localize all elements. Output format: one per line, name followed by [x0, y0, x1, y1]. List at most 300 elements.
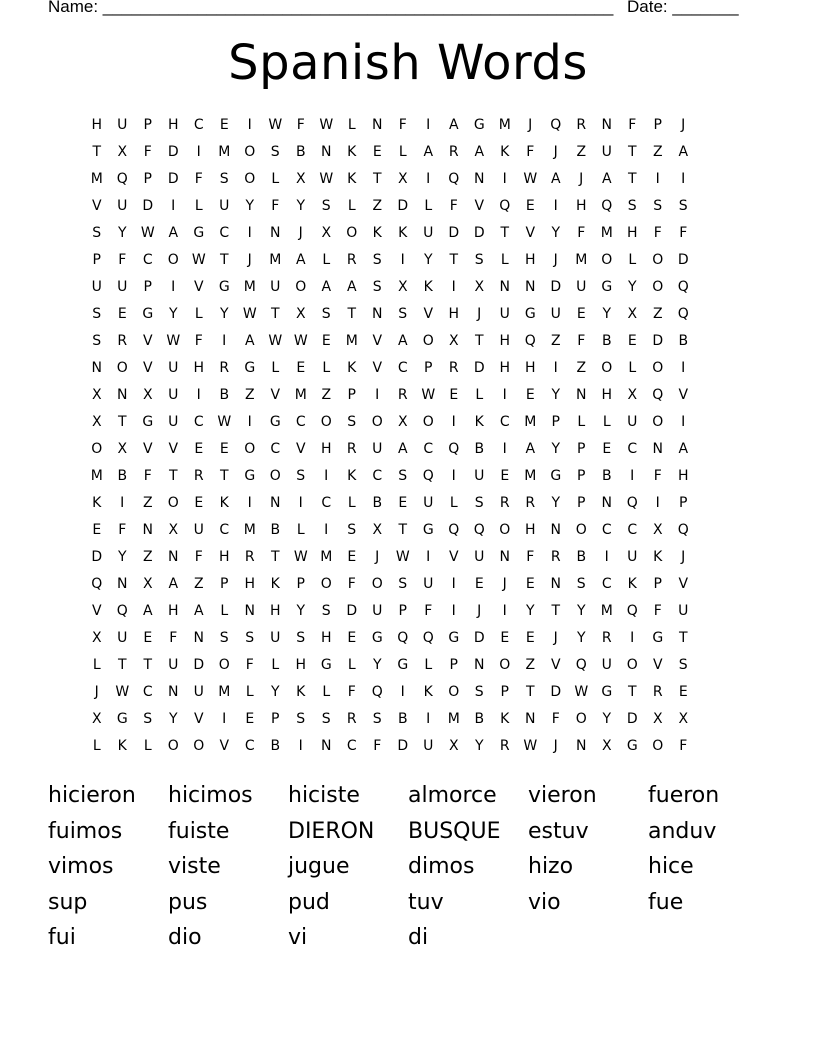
grid-letter: R — [601, 630, 612, 646]
grid-letter: W — [115, 684, 130, 700]
grid-letter: E — [219, 441, 229, 457]
grid-letter: M — [524, 468, 537, 484]
grid-letter: M — [218, 144, 231, 160]
grid-letter: I — [451, 603, 456, 619]
grid-letter: Y — [576, 603, 586, 619]
grid-letter: X — [397, 414, 408, 430]
grid-letter: S — [143, 711, 153, 727]
grid-letter: O — [320, 576, 332, 592]
grid-letter: M — [294, 387, 307, 403]
grid-letter: E — [474, 576, 484, 592]
grid-letter: N — [576, 738, 587, 754]
grid-letter: B — [117, 468, 128, 484]
grid-letter: Z — [576, 360, 587, 376]
grid-letter: U — [270, 630, 281, 646]
grid-letter: X — [474, 279, 485, 295]
grid-letter: H — [524, 252, 536, 268]
grid-letter: O — [320, 414, 332, 430]
grid-letter: H — [677, 468, 689, 484]
grid-letter: D — [473, 630, 485, 646]
date-line: Date: _______ — [627, 0, 739, 16]
grid-letter: L — [245, 684, 254, 700]
grid-letter: T — [627, 171, 637, 187]
word-bank-item: di — [408, 925, 429, 950]
grid-letter: N — [601, 117, 612, 133]
header — [48, 0, 739, 17]
grid-letter: C — [142, 684, 153, 700]
grid-letter: U — [372, 441, 383, 457]
grid-letter: R — [346, 441, 357, 457]
grid-letter: X — [168, 522, 179, 538]
grid-letter: H — [167, 603, 179, 619]
grid-letter: T — [219, 252, 229, 268]
grid-letter: X — [678, 711, 689, 727]
grid-letter: A — [244, 333, 255, 349]
grid-letter: V — [168, 441, 179, 457]
grid-letter: F — [373, 738, 382, 754]
grid-letter: S — [372, 279, 382, 295]
grid-letter: W — [319, 171, 334, 187]
grid-letter: E — [500, 630, 510, 646]
grid-letter: K — [92, 495, 102, 511]
grid-letter: T — [92, 144, 102, 160]
grid-letter: U — [678, 603, 689, 619]
word-bank-item: hiciste — [288, 783, 360, 808]
grid-letter: Y — [372, 657, 382, 673]
grid-letter: P — [653, 117, 662, 133]
grid-letter: L — [628, 360, 637, 376]
grid-letter: I — [298, 738, 303, 754]
grid-letter: O — [652, 414, 664, 430]
grid-letter: Q — [524, 333, 536, 349]
word-bank-item: fuiste — [168, 818, 230, 844]
grid-letter: C — [270, 441, 281, 457]
grid-letter: Q — [601, 198, 613, 214]
grid-letter: R — [652, 684, 663, 700]
grid-letter: T — [627, 144, 637, 160]
grid-letter: X — [142, 576, 153, 592]
grid-letter: Z — [142, 549, 153, 565]
grid-letter: N — [525, 711, 536, 727]
grid-letter: O — [167, 738, 179, 754]
grid-letter: I — [655, 495, 660, 511]
grid-letter: H — [320, 630, 332, 646]
grid-letter: W — [140, 225, 155, 241]
grid-letter: E — [219, 117, 229, 133]
grid-letter: Y — [270, 684, 280, 700]
grid-letter: N — [372, 117, 383, 133]
grid-letter: I — [681, 360, 686, 376]
grid-letter: K — [347, 360, 357, 376]
grid-letter: L — [500, 252, 509, 268]
grid-letter: A — [168, 225, 179, 241]
grid-letter: D — [550, 279, 562, 295]
grid-letter: X — [91, 414, 102, 430]
grid-letter: E — [500, 468, 510, 484]
grid-letter: L — [271, 360, 280, 376]
grid-letter: S — [321, 603, 331, 619]
grid-letter: R — [193, 468, 204, 484]
grid-letter: Z — [576, 144, 587, 160]
grid-letter: M — [90, 171, 103, 187]
grid-letter: G — [142, 414, 154, 430]
grid-letter: V — [295, 441, 306, 457]
grid-letter: O — [422, 414, 434, 430]
grid-row — [84, 247, 696, 274]
grid-letter: U — [627, 414, 638, 430]
grid-letter: R — [346, 252, 357, 268]
grid-letter: O — [269, 468, 281, 484]
grid-letter: W — [421, 387, 436, 403]
word-bank-item: BUSQUE — [408, 818, 501, 844]
grid-letter: F — [679, 225, 688, 241]
grid-letter: E — [194, 441, 204, 457]
page-title: Spanish Words — [228, 35, 588, 91]
word-bank-item: fui — [48, 925, 76, 950]
grid-letter: G — [193, 225, 205, 241]
grid-letter: W — [293, 549, 308, 565]
grid-letter: Q — [448, 522, 460, 538]
grid-letter: D — [91, 549, 103, 565]
grid-letter: L — [347, 198, 356, 214]
grid-letter: N — [474, 657, 485, 673]
grid-letter: X — [448, 738, 459, 754]
grid-letter: F — [143, 144, 152, 160]
grid-letter: A — [423, 144, 434, 160]
grid-letter: K — [474, 414, 484, 430]
word-bank-item: hizo — [528, 854, 574, 879]
grid-letter: M — [524, 414, 537, 430]
grid-letter: Q — [652, 387, 664, 403]
grid-letter: V — [678, 387, 689, 403]
grid-letter: Y — [168, 711, 178, 727]
grid-letter: X — [627, 387, 638, 403]
grid-letter: N — [499, 549, 510, 565]
grid-letter: C — [372, 468, 383, 484]
grid-letter: J — [502, 576, 507, 592]
grid-letter: N — [601, 495, 612, 511]
grid-letter: D — [142, 198, 154, 214]
grid-letter: P — [424, 360, 433, 376]
grid-letter: Y — [602, 711, 612, 727]
word-bank-item: vieron — [528, 783, 597, 808]
word-bank-item: vio — [528, 889, 561, 915]
grid-letter: N — [372, 306, 383, 322]
grid-letter: K — [423, 684, 433, 700]
grid-letter: E — [525, 198, 535, 214]
grid-letter: G — [371, 630, 383, 646]
grid-letter: K — [423, 279, 433, 295]
grid-letter: O — [193, 738, 205, 754]
grid-row — [84, 679, 696, 706]
grid-letter: S — [219, 171, 229, 187]
grid-letter: S — [347, 522, 357, 538]
grid-letter: I — [196, 387, 201, 403]
grid-letter: F — [347, 576, 356, 592]
grid-letter: D — [167, 171, 179, 187]
grid-letter: Q — [499, 198, 511, 214]
grid-letter: J — [553, 144, 558, 160]
grid-letter: Q — [626, 603, 638, 619]
grid-letter: K — [219, 495, 229, 511]
grid-row — [84, 517, 696, 544]
grid-letter: N — [321, 738, 332, 754]
grid-letter: A — [678, 144, 689, 160]
grid-letter: I — [247, 414, 252, 430]
grid-letter: P — [500, 684, 509, 700]
grid-letter: U — [576, 279, 587, 295]
grid-letter: V — [91, 603, 102, 619]
grid-letter: L — [475, 387, 484, 403]
grid-letter: M — [600, 603, 613, 619]
word-bank-item: almorce — [408, 783, 497, 808]
grid-letter: E — [372, 144, 382, 160]
grid-letter: S — [270, 144, 280, 160]
grid-letter: T — [525, 684, 535, 700]
grid-letter: W — [217, 414, 232, 430]
grid-letter: N — [270, 225, 281, 241]
grid-letter: W — [293, 333, 308, 349]
grid-letter: O — [652, 252, 664, 268]
grid-letter: H — [269, 603, 281, 619]
grid-letter: F — [245, 657, 254, 673]
grid-row — [84, 490, 696, 517]
word-bank-item: vi — [288, 925, 308, 950]
grid-letter: L — [347, 657, 356, 673]
grid-letter: S — [627, 198, 637, 214]
grid-letter: L — [322, 252, 331, 268]
grid-letter: Q — [422, 630, 434, 646]
grid-letter: W — [166, 333, 181, 349]
grid-letter: C — [397, 360, 408, 376]
grid-letter: L — [577, 414, 586, 430]
grid-letter: S — [372, 252, 382, 268]
word-bank — [48, 778, 768, 956]
grid-letter: Z — [193, 576, 204, 592]
grid-letter: N — [576, 387, 587, 403]
grid-letter: R — [244, 549, 255, 565]
grid-letter: U — [627, 549, 638, 565]
grid-letter: W — [242, 306, 257, 322]
grid-letter: U — [499, 306, 510, 322]
grid-letter: C — [295, 414, 306, 430]
grid-letter: Z — [372, 198, 383, 214]
grid-letter: R — [448, 144, 459, 160]
grid-letter: N — [474, 171, 485, 187]
grid-letter: I — [324, 468, 329, 484]
grid-letter: O — [448, 684, 460, 700]
grid-letter: D — [652, 333, 664, 349]
grid-letter: L — [271, 171, 280, 187]
grid-letter: O — [575, 711, 587, 727]
grid-letter: I — [604, 549, 609, 565]
grid-letter: G — [244, 360, 256, 376]
grid-letter: V — [142, 333, 153, 349]
grid-letter: V — [193, 279, 204, 295]
grid-letter: K — [117, 738, 127, 754]
grid-letter: V — [142, 360, 153, 376]
grid-letter: O — [116, 360, 128, 376]
grid-letter: Y — [168, 306, 178, 322]
grid-letter: J — [477, 306, 482, 322]
grid-letter: H — [218, 549, 230, 565]
grid-letter: O — [601, 360, 613, 376]
grid-letter: R — [576, 117, 587, 133]
grid-letter: H — [320, 441, 332, 457]
grid-letter: U — [168, 414, 179, 430]
grid-letter: Y — [117, 225, 127, 241]
grid-letter: Q — [422, 468, 434, 484]
grid-letter: F — [653, 468, 662, 484]
grid-letter: X — [142, 387, 153, 403]
word-bank-item: sup — [48, 889, 88, 915]
grid-letter: Q — [448, 441, 460, 457]
grid-letter: R — [499, 495, 510, 511]
grid-letter: X — [448, 333, 459, 349]
grid-letter: Z — [652, 306, 663, 322]
grid-letter: I — [426, 171, 431, 187]
grid-letter: Y — [627, 279, 637, 295]
grid-letter: K — [653, 549, 663, 565]
grid-letter: F — [679, 738, 688, 754]
grid-letter: U — [474, 549, 485, 565]
grid-letter: U — [219, 198, 230, 214]
grid-letter: V — [448, 549, 459, 565]
grid-letter: T — [219, 468, 229, 484]
grid-letter: T — [347, 306, 357, 322]
grid-letter: F — [118, 252, 127, 268]
grid-letter: L — [628, 252, 637, 268]
grid-letter: G — [652, 630, 664, 646]
word-bank-item: estuv — [528, 818, 589, 844]
grid-letter: A — [397, 441, 408, 457]
grid-letter: K — [347, 144, 357, 160]
grid-letter: V — [91, 198, 102, 214]
grid-letter: H — [499, 333, 511, 349]
grid-letter: V — [525, 225, 536, 241]
grid-letter: C — [193, 414, 204, 430]
grid-letter: S — [92, 225, 102, 241]
grid-letter: L — [220, 603, 229, 619]
grid-letter: Y — [602, 306, 612, 322]
grid-letter: G — [626, 738, 638, 754]
grid-letter: A — [295, 252, 306, 268]
grid-letter: D — [550, 684, 562, 700]
grid-letter: K — [270, 576, 280, 592]
grid-letter: U — [423, 738, 434, 754]
grid-letter: F — [169, 630, 178, 646]
word-bank-item: hicieron — [48, 783, 136, 808]
grid-letter: J — [553, 252, 558, 268]
grid-letter: A — [168, 576, 179, 592]
grid-letter: L — [449, 495, 458, 511]
grid-letter: F — [271, 198, 280, 214]
grid-row — [84, 409, 696, 436]
grid-letter: W — [319, 117, 334, 133]
grid-letter: A — [346, 279, 357, 295]
grid-letter: Q — [550, 117, 562, 133]
word-bank-item: dimos — [408, 854, 475, 879]
grid-letter: I — [247, 117, 252, 133]
grid-letter: E — [143, 630, 153, 646]
grid-letter: M — [345, 333, 358, 349]
grid-letter: Z — [142, 495, 153, 511]
grid-letter: A — [550, 171, 561, 187]
grid-letter: Q — [116, 171, 128, 187]
grid-letter: F — [628, 117, 637, 133]
grid-letter: F — [194, 549, 203, 565]
grid-letter: Q — [91, 576, 103, 592]
grid-row — [84, 355, 696, 382]
grid-letter: I — [324, 522, 329, 538]
grid-letter: G — [524, 306, 536, 322]
grid-letter: W — [523, 171, 538, 187]
grid-letter: T — [168, 468, 178, 484]
grid-letter: T — [117, 657, 127, 673]
grid-letter: J — [681, 117, 686, 133]
grid-letter: Y — [296, 198, 306, 214]
grid-letter: U — [423, 576, 434, 592]
word-bank-item: anduv — [648, 818, 717, 844]
grid-letter: I — [451, 279, 456, 295]
grid-letter: O — [346, 225, 358, 241]
grid-letter: I — [247, 225, 252, 241]
grid-row — [84, 193, 696, 220]
grid-row — [84, 544, 696, 571]
grid-letter: G — [244, 468, 256, 484]
grid-letter: I — [375, 387, 380, 403]
grid-letter: Q — [116, 603, 128, 619]
grid-letter: E — [576, 306, 586, 322]
grid-letter: B — [474, 441, 485, 457]
grid-letter: C — [219, 522, 230, 538]
grid-letter: P — [577, 495, 586, 511]
grid-letter: X — [627, 306, 638, 322]
grid-letter: A — [448, 117, 459, 133]
grid-letter: B — [601, 468, 612, 484]
grid-letter: I — [451, 576, 456, 592]
grid-letter: Z — [652, 144, 663, 160]
grid-letter: L — [92, 738, 101, 754]
grid-letter: I — [222, 711, 227, 727]
grid-letter: K — [398, 225, 408, 241]
grid-letter: C — [244, 738, 255, 754]
grid-letter: L — [322, 360, 331, 376]
grid-letter: A — [601, 171, 612, 187]
grid-letter: Q — [371, 684, 383, 700]
grid-letter: O — [652, 738, 664, 754]
grid-letter: U — [601, 657, 612, 673]
grid-letter: I — [171, 198, 176, 214]
grid-letter: P — [577, 468, 586, 484]
name-line: Name: ______________________________________________________ — [48, 0, 614, 16]
grid-letter: N — [652, 441, 663, 457]
grid-letter: P — [653, 576, 662, 592]
grid-letter: X — [652, 522, 663, 538]
grid-letter: O — [575, 522, 587, 538]
grid-letter: X — [321, 225, 332, 241]
grid-letter: N — [117, 387, 128, 403]
grid-letter: R — [550, 549, 561, 565]
word-search-grid — [84, 112, 696, 760]
grid-letter: R — [346, 711, 357, 727]
grid-row — [84, 733, 696, 760]
grid-row — [84, 652, 696, 679]
grid-letter: E — [525, 630, 535, 646]
grid-letter: Q — [626, 495, 638, 511]
grid-letter: G — [218, 279, 230, 295]
grid-letter: O — [371, 414, 383, 430]
